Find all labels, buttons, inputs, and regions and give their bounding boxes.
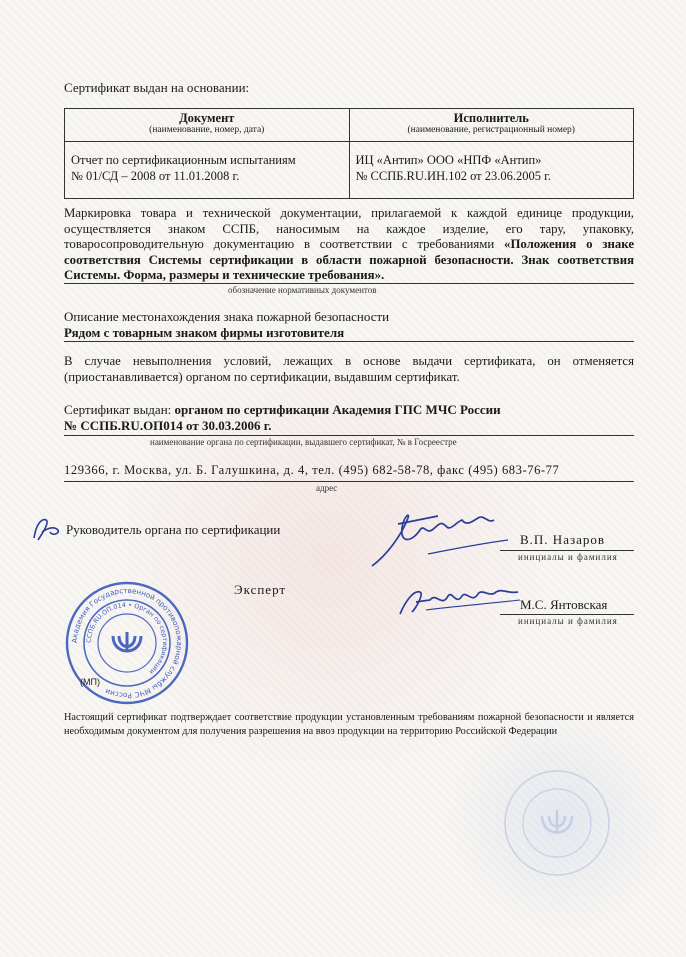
head-signature bbox=[368, 504, 518, 574]
expert-caption: инициалы и фамилия bbox=[518, 616, 618, 626]
address-value: 129366, г. Москва, ул. Б. Галушкина, д. 4, тел. (495) 682-58-78, факс (495) 683-76-77 bbox=[64, 463, 560, 477]
issued-line bbox=[64, 402, 634, 418]
marking-text: Маркировка товара и технической документации, прилагаемой к каждой единице продукции, осуществляется знаком ССПБ, наносимым на каждое изделие, его тару, упаковку, товаросопроводительную документацию в соответствии с требованиями bbox=[64, 206, 634, 251]
location-value: Рядом с товарным знаком фирмы изготовителя bbox=[64, 325, 345, 340]
expert-name: М.С. Янтовская bbox=[520, 597, 608, 612]
expert-label: Эксперт bbox=[234, 582, 287, 597]
executor-cell bbox=[349, 142, 634, 199]
expert-name-underline bbox=[500, 614, 634, 615]
basis-intro: Сертификат выдан на основании: bbox=[64, 80, 250, 95]
marking-underline bbox=[64, 283, 634, 284]
initials-mark bbox=[28, 512, 68, 546]
executor-header-sub: (наименование, регистрационный номер) bbox=[407, 125, 575, 135]
basis-table bbox=[64, 108, 634, 199]
watermark-emblem-icon bbox=[502, 768, 612, 878]
cancel-paragraph: В случае невыполнения условий, лежащих в основе выдачи сертификата, он отменяется (приостанавливается) органом по сертификации, выдавшим сертификат. bbox=[64, 354, 634, 384]
marking-caption: обозначение нормативных документов bbox=[228, 285, 377, 295]
executor-line-2: № ССПБ.RU.ИН.102 от 23.06.2005 г. bbox=[355, 169, 551, 183]
address-underline bbox=[64, 481, 634, 482]
document-header-sub: (наименование, номер, дата) bbox=[149, 125, 265, 135]
stamp-outer-text: Академия Государственной противопожарной службы МЧС России bbox=[69, 585, 185, 701]
executor-line-1: ИЦ «Антип» ООО «НПФ «Антип» bbox=[355, 153, 542, 167]
document-line-1: Отчет по сертификационным испытаниям bbox=[71, 153, 296, 167]
stamp-place-label: (МП) bbox=[80, 677, 100, 687]
address-caption: адрес bbox=[316, 483, 338, 493]
head-name-underline bbox=[500, 550, 634, 551]
issued-org: органом по сертификации Академия ГПС МЧС России bbox=[174, 402, 501, 417]
document-header-label: Документ bbox=[179, 111, 235, 125]
head-label: Руководитель органа по сертификации bbox=[66, 522, 281, 537]
issued-label: Сертификат выдан: bbox=[64, 402, 175, 417]
head-caption: инициалы и фамилия bbox=[518, 552, 618, 562]
footer-paragraph: Настоящий сертификат подтверждает соответствие продукции установленным требованиям пожарной безопасности и является необходимым документом для получения разрешения на ввоз продукции на территорию Российской Федерации bbox=[64, 712, 634, 737]
marking-paragraph bbox=[64, 206, 634, 284]
document-cell bbox=[65, 142, 350, 199]
issued-underline bbox=[64, 435, 634, 436]
marking-standard: «Положения о знаке соответствия Системы сертификации в области пожарной безопасности. Знак соответствия Системы. Форма, размеры и технические требования». bbox=[64, 237, 635, 282]
stamp-emblem-icon bbox=[113, 632, 141, 651]
executor-column-header bbox=[349, 109, 634, 142]
executor-header-label: Исполнитель bbox=[453, 111, 529, 125]
document-column-header bbox=[65, 109, 350, 142]
location-label: Описание местонахождения знака пожарной безопасности bbox=[64, 309, 390, 324]
issued-caption: наименование органа по сертификации, выдавшего сертификат, № в Госреестре bbox=[150, 437, 457, 447]
document-line-2: № 01/СД – 2008 от 11.01.2008 г. bbox=[71, 169, 240, 183]
expert-signature bbox=[396, 582, 526, 622]
stamp-inner-text: ССПБ.RU.ОП.014 • Орган по сертификации bbox=[84, 600, 170, 677]
official-stamp-image bbox=[64, 580, 190, 706]
issued-number: № ССПБ.RU.ОП014 от 30.03.2006 г. bbox=[64, 418, 272, 433]
head-name: В.П. Назаров bbox=[520, 532, 606, 547]
location-underline bbox=[64, 341, 634, 342]
